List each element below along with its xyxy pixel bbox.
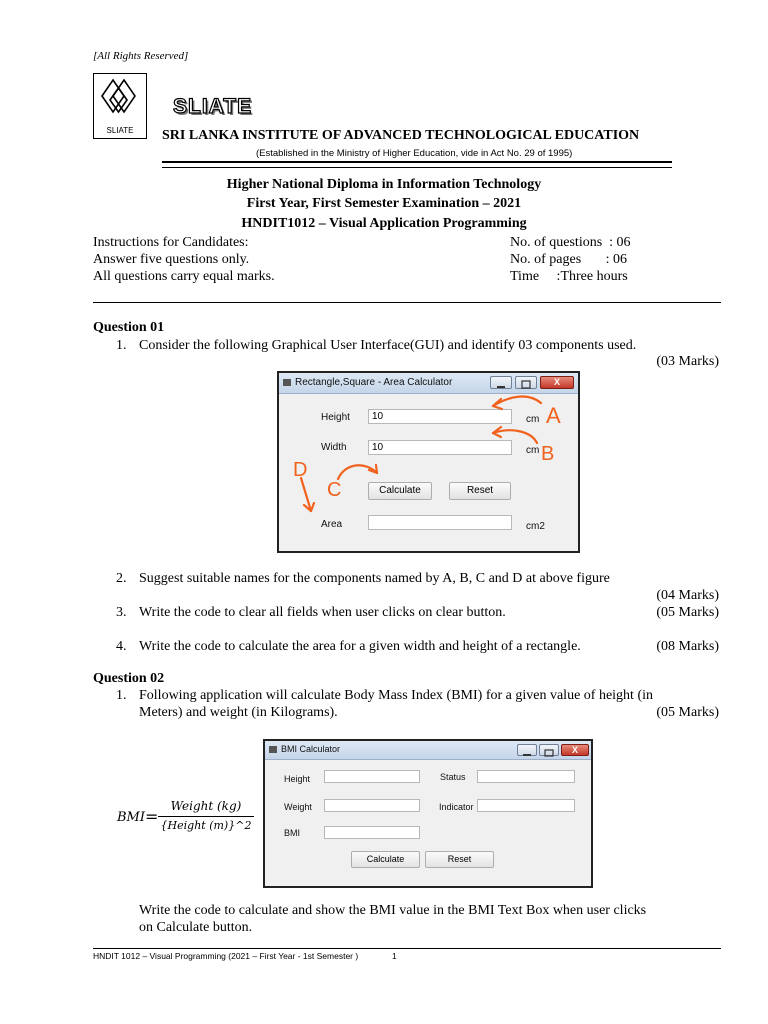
bmi-label: BMI [284, 828, 301, 838]
window-title: BMI Calculator [281, 744, 341, 754]
app-icon [269, 746, 277, 753]
q1-item4-num: 4. [116, 639, 127, 654]
annotation-arrows [279, 373, 578, 551]
window-titlebar [265, 741, 591, 760]
formula-lhs: BMI [117, 810, 145, 825]
maximize-icon [540, 748, 558, 758]
formula-equals: = [145, 807, 159, 826]
height-textbox[interactable]: 10 [368, 409, 512, 424]
q1-item3-num: 3. [116, 605, 127, 620]
instructions-answer: Answer five questions only. [93, 252, 250, 267]
exam-programme: Higher National Diploma in Information Technology [226, 177, 542, 192]
annotation-d: D [293, 459, 308, 481]
minimize-icon [518, 748, 536, 758]
logo-caption: SLIATE [106, 126, 134, 135]
q1-item2-num: 2. [116, 571, 127, 586]
institute-name: SRI LANKA INSTITUTE OF ADVANCED TECHNOLOGICAL EDUCATION [162, 128, 640, 143]
exam-module: HNDIT1012 – Visual Application Programming [241, 216, 527, 231]
q1-item1-num: 1. [116, 338, 127, 353]
height-textbox[interactable] [324, 770, 420, 783]
q2-heading: Question 02 [93, 671, 165, 686]
instructions-divider [93, 302, 721, 303]
annotation-c: C [327, 479, 342, 501]
footer-page-number: 1 [392, 951, 397, 961]
minimize-button[interactable] [517, 744, 537, 756]
rights-notice: [All Rights Reserved] [93, 50, 189, 62]
footer-text: HNDIT 1012 – Visual Programming (2021 – First Year - 1st Semester ) [93, 951, 359, 961]
q1-item4-marks: (08 Marks) [656, 639, 719, 654]
area-label: Area [321, 519, 343, 530]
q1-item2-text: Suggest suitable names for the components named by A, B, C and D at above figure [139, 571, 610, 586]
indicator-label: Indicator [439, 802, 474, 812]
instructions-marks: All questions carry equal marks. [93, 269, 275, 284]
height-label: Height [284, 774, 311, 784]
weight-label: Weight [284, 802, 312, 812]
footer-divider [93, 948, 721, 949]
close-button[interactable]: X [561, 744, 589, 756]
width-textbox[interactable]: 10 [368, 440, 512, 455]
institute-established: (Established in the Ministry of Higher Education, vide in Act No. 29 of 1995) [256, 148, 573, 159]
width-unit: cm [526, 445, 540, 456]
status-textbox[interactable] [477, 770, 575, 783]
status-label: Status [440, 772, 466, 782]
area-calculator-window [277, 371, 580, 553]
institute-logo [93, 73, 147, 139]
logo-wordmark: SLIATE [173, 95, 253, 118]
annotation-a: A [546, 403, 561, 428]
exam-semester: First Year, First Semester Examination – 2021 [246, 196, 522, 211]
reset-button[interactable]: Reset [425, 851, 494, 868]
info-pages: No. of pages : 06 [510, 252, 628, 267]
calculate-button[interactable]: Calculate [351, 851, 420, 868]
bmi-calculator-window [263, 739, 593, 888]
q1-item3-text: Write the code to clear all fields when user clicks on clear button. [139, 605, 506, 620]
formula-denominator: {Height (m)}^2 [160, 819, 252, 832]
indicator-textbox[interactable] [477, 799, 575, 812]
q1-heading: Question 01 [93, 320, 165, 335]
window-title: Rectangle,Square - Area Calculator [295, 377, 453, 388]
weight-textbox[interactable] [324, 799, 420, 812]
close-button[interactable]: X [540, 376, 574, 389]
q2-item1-marks: (05 Marks) [656, 705, 719, 720]
q2-after-line1: Write the code to calculate and show the BMI value in the BMI Text Box when user clicks [139, 903, 647, 918]
bmi-textbox[interactable] [324, 826, 420, 839]
height-unit: cm [526, 414, 540, 425]
width-label: Width [321, 442, 347, 453]
header-divider [162, 161, 672, 168]
info-time: Time :Three hours [510, 269, 628, 284]
annotation-b: B [541, 443, 555, 465]
q2-after-line2: on Calculate button. [139, 920, 253, 935]
q1-item1-text: Consider the following Graphical User Interface(GUI) and identify 03 components used. [139, 338, 637, 353]
maximize-button[interactable] [539, 744, 559, 756]
q1-item4-text: Write the code to calculate the area for a given width and height of a rectangle. [139, 639, 581, 654]
area-unit: cm2 [526, 521, 545, 532]
q2-item1-line1: Following application will calculate Body Mass Index (BMI) for a given value of height (in [139, 688, 653, 703]
instructions-heading: Instructions for Candidates: [93, 235, 249, 250]
q1-item2-marks: (04 Marks) [656, 588, 719, 603]
reset-button[interactable]: Reset [449, 482, 511, 500]
height-label: Height [321, 412, 350, 423]
q2-item1-num: 1. [116, 688, 127, 703]
q1-item1-marks: (03 Marks) [656, 354, 719, 369]
calculate-button[interactable]: Calculate [368, 482, 432, 500]
q1-item3-marks: (05 Marks) [656, 605, 719, 620]
formula-numerator: Weight (kg) [170, 799, 242, 813]
formula-fraction-bar [158, 816, 254, 817]
q2-item1-line2: Meters) and weight (in Kilograms). [139, 705, 338, 720]
info-questions: No. of questions : 06 [510, 235, 631, 250]
